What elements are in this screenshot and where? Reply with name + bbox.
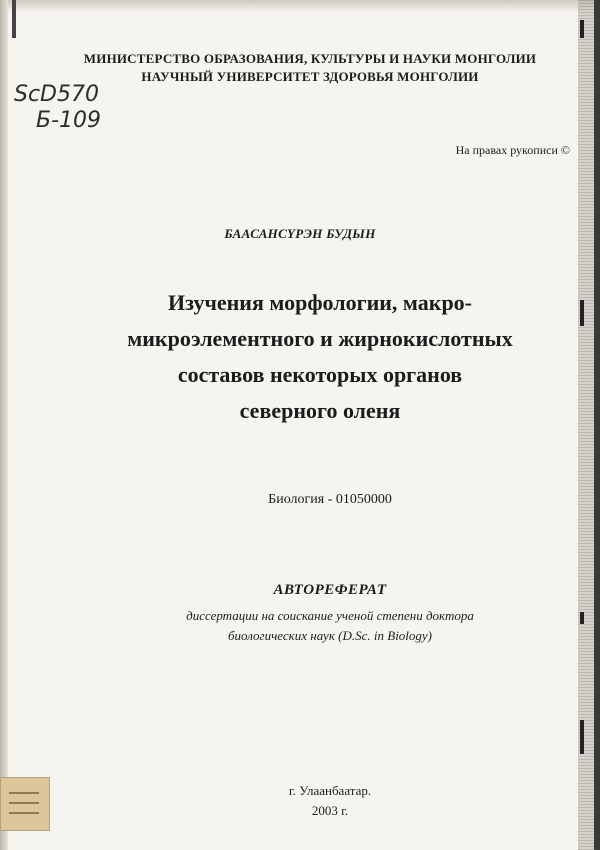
shelf-mark-line2: Б-109 [36,108,102,133]
specialty-code: Биология - 01050000 [268,492,392,507]
ministry-header [70,50,550,86]
scan-border-dark [594,0,600,850]
manuscript-note: На правах рукописи © [455,143,570,157]
thesis-title [70,285,570,429]
shelf-mark-handwritten [14,82,124,134]
page-left-edge [0,0,8,850]
abstract-line1: диссертации на соискание ученой степени доктора [186,608,474,623]
page-top-edge [0,0,600,12]
city: г. Улаанбаатар. [288,783,372,798]
ministry-line: МИНИСТЕРСТВО ОБРАЗОВАНИЯ, КУЛЬТУРЫ И НАУКИ МОНГОЛИИ [83,51,537,66]
author-name: БААСАНСҮРЭН БУДЫН [224,226,376,241]
binding-mark [12,0,16,38]
abstract-line2: биологических наук (D.Sc. in Biology) [227,628,433,643]
abstract-label: АВТОРЕФЕРАТ [273,582,387,598]
title-line3: составов некоторых органов [177,362,463,387]
year: 2003 г. [311,803,349,818]
title-line1: Изучения морфологии, макро- [167,290,473,315]
shelf-mark-line1: ScD570 [14,82,99,107]
library-tag [0,777,50,831]
university-line: НАУЧНЫЙ УНИВЕРСИТЕТ ЗДОРОВЬЯ МОНГОЛИИ [141,69,479,84]
title-line2: микроэлементного и жирнокислотных [127,326,513,351]
title-line4: северного оленя [239,398,401,423]
abstract-description [100,606,560,646]
